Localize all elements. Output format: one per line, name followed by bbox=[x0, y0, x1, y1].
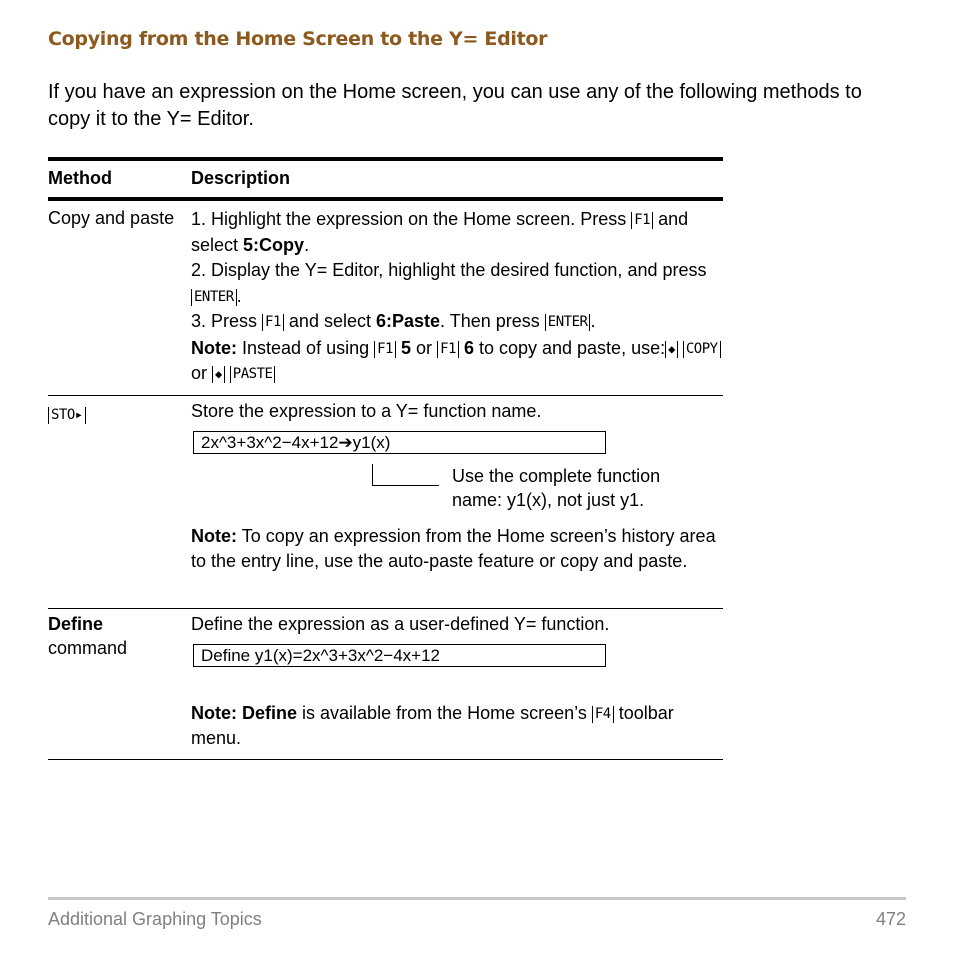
footer-rule bbox=[48, 897, 906, 900]
step-3-text: 3. Press bbox=[191, 311, 258, 331]
method-copy-paste: Copy and paste bbox=[48, 208, 175, 228]
note-text-a: Instead of using bbox=[242, 337, 370, 358]
copy-key: COPY bbox=[683, 341, 721, 358]
note-or: or bbox=[191, 363, 208, 383]
note-text: To copy an expression from the Home screen’s history area to the entry line, use the auto-paste feature or copy and paste. bbox=[191, 526, 716, 571]
method-define bbox=[48, 612, 178, 660]
define-note bbox=[191, 701, 723, 750]
callout-leader bbox=[372, 485, 439, 486]
step-1-bold: 5:Copy bbox=[243, 234, 305, 255]
f1-key: F1 bbox=[262, 314, 284, 331]
note-num-5: 5 bbox=[401, 337, 412, 358]
step-2-text: 2. Display the Y= Editor, highlight the desired function, and press bbox=[191, 260, 707, 280]
step-1-text-b: and select bbox=[191, 209, 689, 255]
diamond-key-icon: ◆ bbox=[212, 366, 225, 383]
f1-key: F1 bbox=[631, 212, 653, 229]
section-heading: Copying from the Home Screen to the Y= Editor bbox=[48, 28, 548, 50]
note-text-b: to copy and paste, use: bbox=[478, 337, 666, 358]
desc-sto: Store the expression to a Y= function name. bbox=[191, 401, 542, 421]
table-row-copy-paste bbox=[48, 201, 723, 395]
f1-key: F1 bbox=[374, 341, 396, 358]
copy-paste-note bbox=[191, 336, 723, 387]
step-3-text-b: and select bbox=[288, 311, 371, 331]
f4-key: F4 bbox=[592, 706, 614, 723]
f1-key: F1 bbox=[437, 341, 459, 358]
note-text-a: is available from the Home screen’s bbox=[302, 703, 587, 723]
callout-note: Use the complete function name: y1(x), not just y1. bbox=[452, 466, 661, 510]
step-1-text: 1. Highlight the expression on the Home screen. Press bbox=[191, 209, 627, 229]
method-sto bbox=[48, 402, 178, 426]
table-header bbox=[48, 161, 723, 197]
note-label: Note: bbox=[191, 337, 237, 358]
note-label: Note: Define bbox=[191, 703, 298, 723]
step-3-text-c: . Then press bbox=[440, 311, 540, 331]
diamond-key-icon: ◆ bbox=[665, 341, 678, 358]
desc-copy-paste bbox=[191, 207, 723, 387]
note-num-6: 6 bbox=[463, 337, 474, 358]
step-3-end: . bbox=[590, 311, 596, 331]
screen-entry-sto: 2x^3+3x^2−4x+12➔y1(x) bbox=[193, 431, 606, 454]
header-description: Description bbox=[191, 168, 291, 188]
paste-key: PASTE bbox=[230, 366, 276, 383]
step-3-bold: 6:Paste bbox=[376, 311, 441, 331]
step-2 bbox=[191, 258, 723, 309]
page-number: 472 bbox=[875, 909, 906, 929]
intro-paragraph: If you have an expression on the Home screen, you can use any of the following methods to copy it to the Y= Editor. bbox=[48, 81, 862, 130]
note-or: or bbox=[416, 337, 433, 358]
step-1 bbox=[191, 207, 723, 258]
table-bottom-rule bbox=[48, 759, 723, 760]
footer-section-title: Additional Graphing Topics bbox=[48, 909, 262, 929]
define-bold: Define bbox=[48, 614, 104, 634]
callout-leader bbox=[372, 464, 373, 486]
note-label: Note: bbox=[191, 526, 237, 546]
step-1-end: . bbox=[304, 234, 310, 255]
step-2-end: . bbox=[236, 285, 242, 306]
methods-table bbox=[48, 157, 723, 760]
note-text-b: toolbar menu. bbox=[191, 703, 674, 748]
enter-key: ENTER bbox=[191, 289, 237, 306]
enter-key: ENTER bbox=[545, 314, 591, 331]
header-method: Method bbox=[48, 168, 112, 188]
desc-define: Define the expression as a user-defined Y= function. bbox=[191, 614, 610, 634]
step-3 bbox=[191, 309, 723, 335]
screen-entry-define: Define y1(x)=2x^3+3x^2−4x+12 bbox=[193, 644, 606, 667]
table-row-sto bbox=[48, 396, 723, 608]
define-command: command bbox=[48, 638, 128, 658]
sto-note bbox=[191, 524, 723, 573]
table-row-define bbox=[48, 609, 723, 759]
sto-key: STO▸ bbox=[48, 407, 86, 424]
